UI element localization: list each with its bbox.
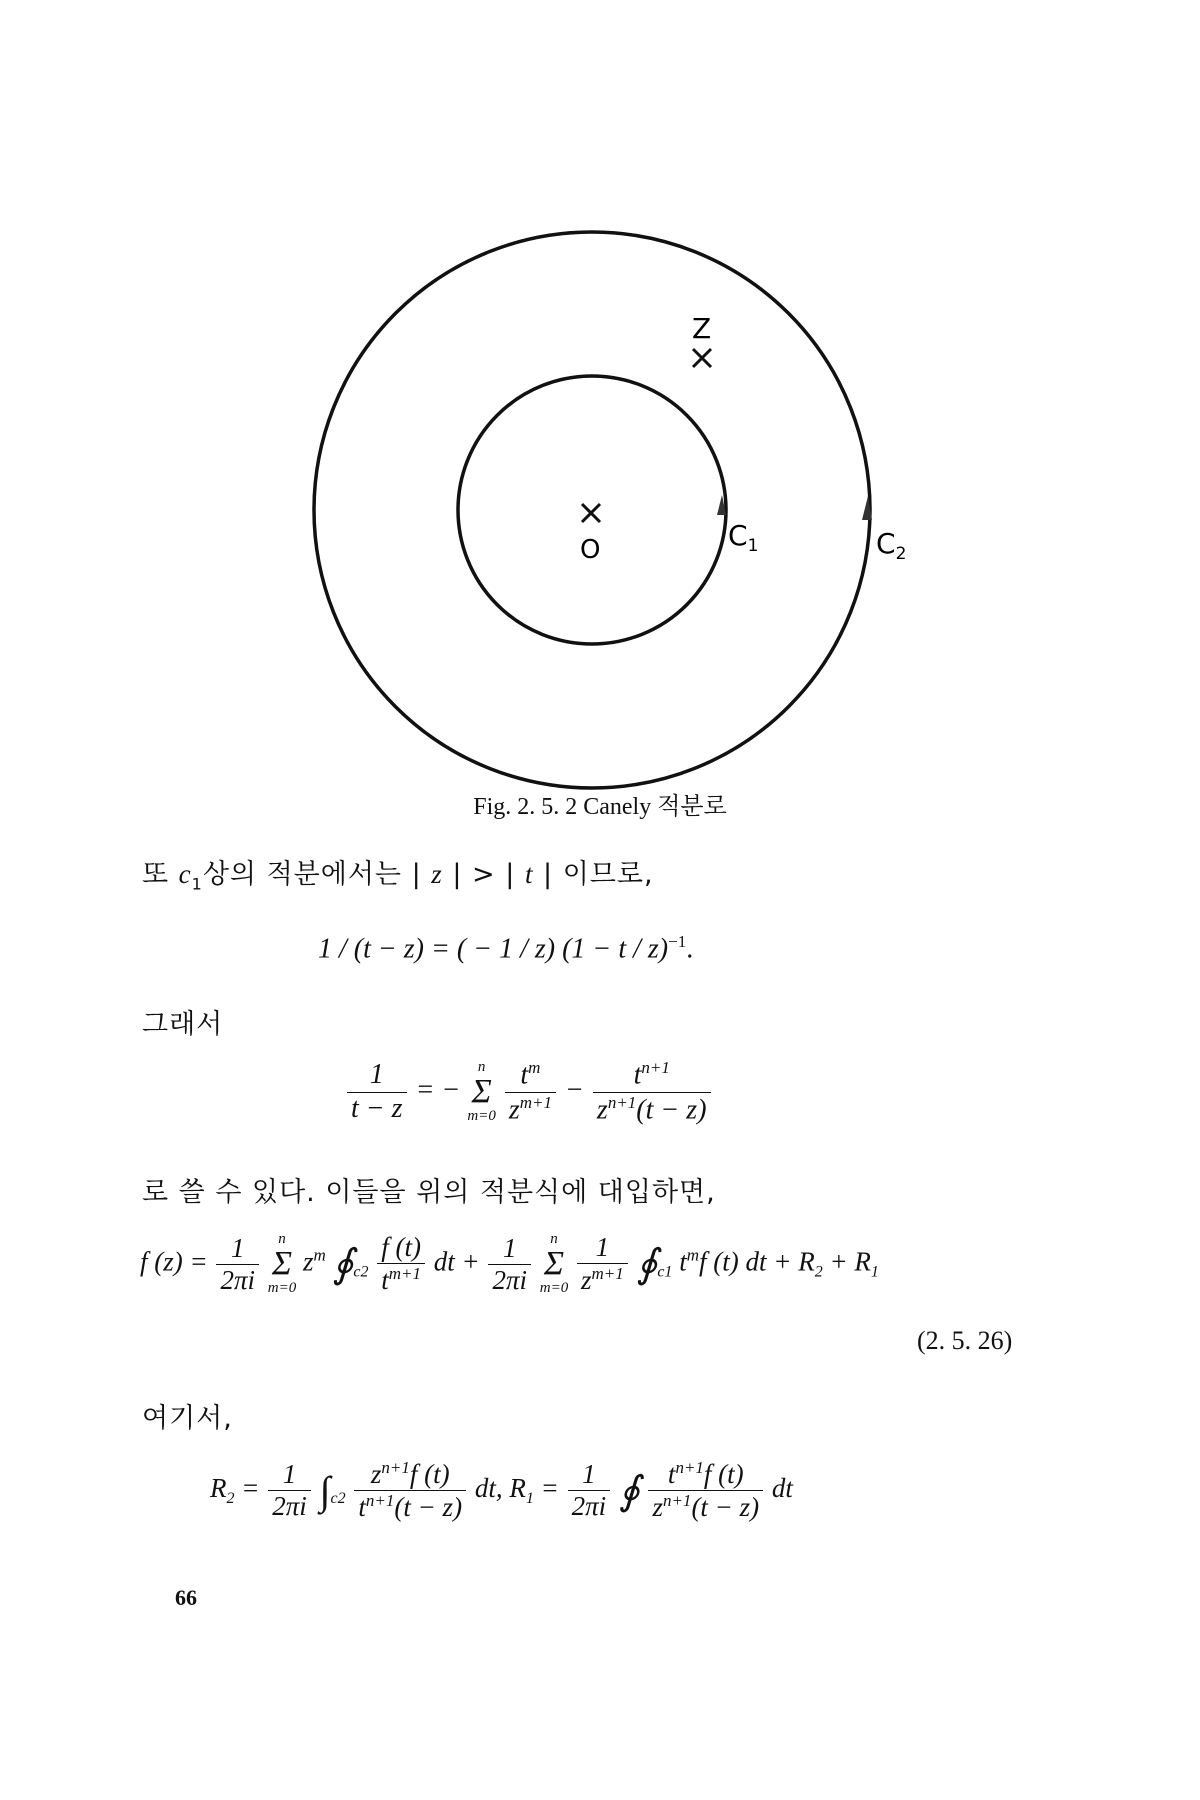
equals-sign: = − <box>415 1074 461 1106</box>
differential-2: dt <box>771 1472 793 1503</box>
text-segment: | 이므로, <box>533 859 654 890</box>
fraction-3: $\frac{1}{2\pi i}$ <box>568 1459 611 1522</box>
integrand-tail: t <box>679 1246 687 1277</box>
fraction-3: $\frac{t^{n+1}}{z^{n+1}(t - z)}$ <box>593 1058 711 1126</box>
summation-1: n Σ m=0 <box>267 1231 297 1297</box>
equation-remainders: $R_2$ = $\frac{1}{2\pi i}$ $\int_{c2}$ $\frac{z^{n+1}f (t)}{t^{n+1}(t - z)}$ dt, $R_1$ = $\frac{1}{2\pi i}$ ∮ $\frac{t^{n+1}f (t)}{z^{n+1}(t - z)}$ dt <box>210 1458 793 1523</box>
z-label: Z <box>692 312 712 345</box>
origin-label: O <box>580 535 601 565</box>
integral-2: ∮ <box>618 1467 640 1513</box>
r1-symbol: R <box>509 1472 526 1503</box>
summation: n Σ m=0 <box>467 1059 496 1125</box>
c1-subscript: 1 <box>747 536 759 556</box>
c2-label: $C_2$ <box>876 527 907 564</box>
integral-1: ∫ <box>319 1467 331 1513</box>
equation-exponent: −1 <box>668 932 687 951</box>
summation-2: n Σ m=0 <box>539 1231 569 1297</box>
z-cross-icon <box>693 349 711 367</box>
fraction-2: $\frac{z^{n+1}f (t)}{t^{n+1}(t - z)}$ <box>354 1458 466 1523</box>
c1-subscript: 1 <box>191 874 203 894</box>
c1-symbol: c <box>178 859 192 889</box>
differential-1: dt + <box>433 1246 480 1277</box>
equation-body: 1 / (t − z) = ( − 1 / z) (1 − t / z) <box>318 933 669 965</box>
paragraph-line-2: 그래서 <box>142 1009 224 1040</box>
origin-cross-icon <box>582 504 600 522</box>
t-symbol: t <box>524 859 534 889</box>
c2-subscript: 2 <box>895 544 907 564</box>
differential-1: dt, <box>474 1472 503 1503</box>
text-segment: 상의 적분에서는 | <box>202 859 432 890</box>
fraction-4: $\frac{1}{z^{m+1}}$ <box>577 1232 628 1296</box>
contour-integral-1: ∮ <box>332 1241 354 1287</box>
paragraph-line-4: 여기서, <box>142 1403 233 1434</box>
equation-geometric-series <box>345 1058 713 1126</box>
minus-sign: − <box>565 1074 584 1106</box>
equation-number: (2. 5. 26) <box>917 1326 1013 1355</box>
paragraph-line-1 <box>142 852 654 893</box>
z-symbol: z <box>431 859 443 889</box>
c1-label: $C_1$ <box>728 519 759 556</box>
z-power: z <box>302 1246 314 1277</box>
page-number: 66 <box>175 1585 197 1610</box>
fraction-1: $\frac{1}{2\pi i}$ <box>268 1459 311 1522</box>
equation-lhs: f (z) = <box>140 1246 208 1277</box>
fraction-1: $\frac{1}{2\pi i}$ <box>216 1233 259 1296</box>
r2-symbol: R <box>210 1472 227 1503</box>
equation-period: . <box>686 933 694 965</box>
equation-2-5-26: f (z) = $\frac{1}{2\pi i}$ n Σ m=0 $z^m$ $∮_{c2}$ $\frac{f (t)}{t^{m+1}}$ dt + $\frac{1}{2\pi i}$ n Σ m=0 $\frac{1}{z^{m+1}}$ $∮_{c1}$ $t^mf$ (t) dt + $R_2 + R_1$ <box>140 1231 879 1297</box>
fraction-1: $\frac{1}{t - z}$ <box>347 1059 407 1124</box>
figure-caption: Fig. 2. 5. 2 Canely 적분로 <box>473 794 727 820</box>
fraction-4: $\frac{t^{n+1}f (t)}{z^{n+1}(t - z)}$ <box>648 1458 763 1523</box>
fraction-3: $\frac{1}{2\pi i}$ <box>488 1233 531 1296</box>
paragraph-line-3: 로 쓸 수 있다. 이들을 위의 적분식에 대입하면, <box>142 1177 716 1208</box>
text-segment: 또 <box>142 859 179 890</box>
text-segment: | > | <box>442 859 525 890</box>
contour-integral-2: ∮ <box>636 1241 658 1287</box>
fraction-2: $\frac{t^m}{z^{m+1}}$ <box>505 1058 556 1126</box>
equation-expansion <box>318 932 693 965</box>
fraction-2: $\frac{f (t)}{t^{m+1}}$ <box>377 1232 425 1296</box>
contour-figure <box>0 0 1200 800</box>
